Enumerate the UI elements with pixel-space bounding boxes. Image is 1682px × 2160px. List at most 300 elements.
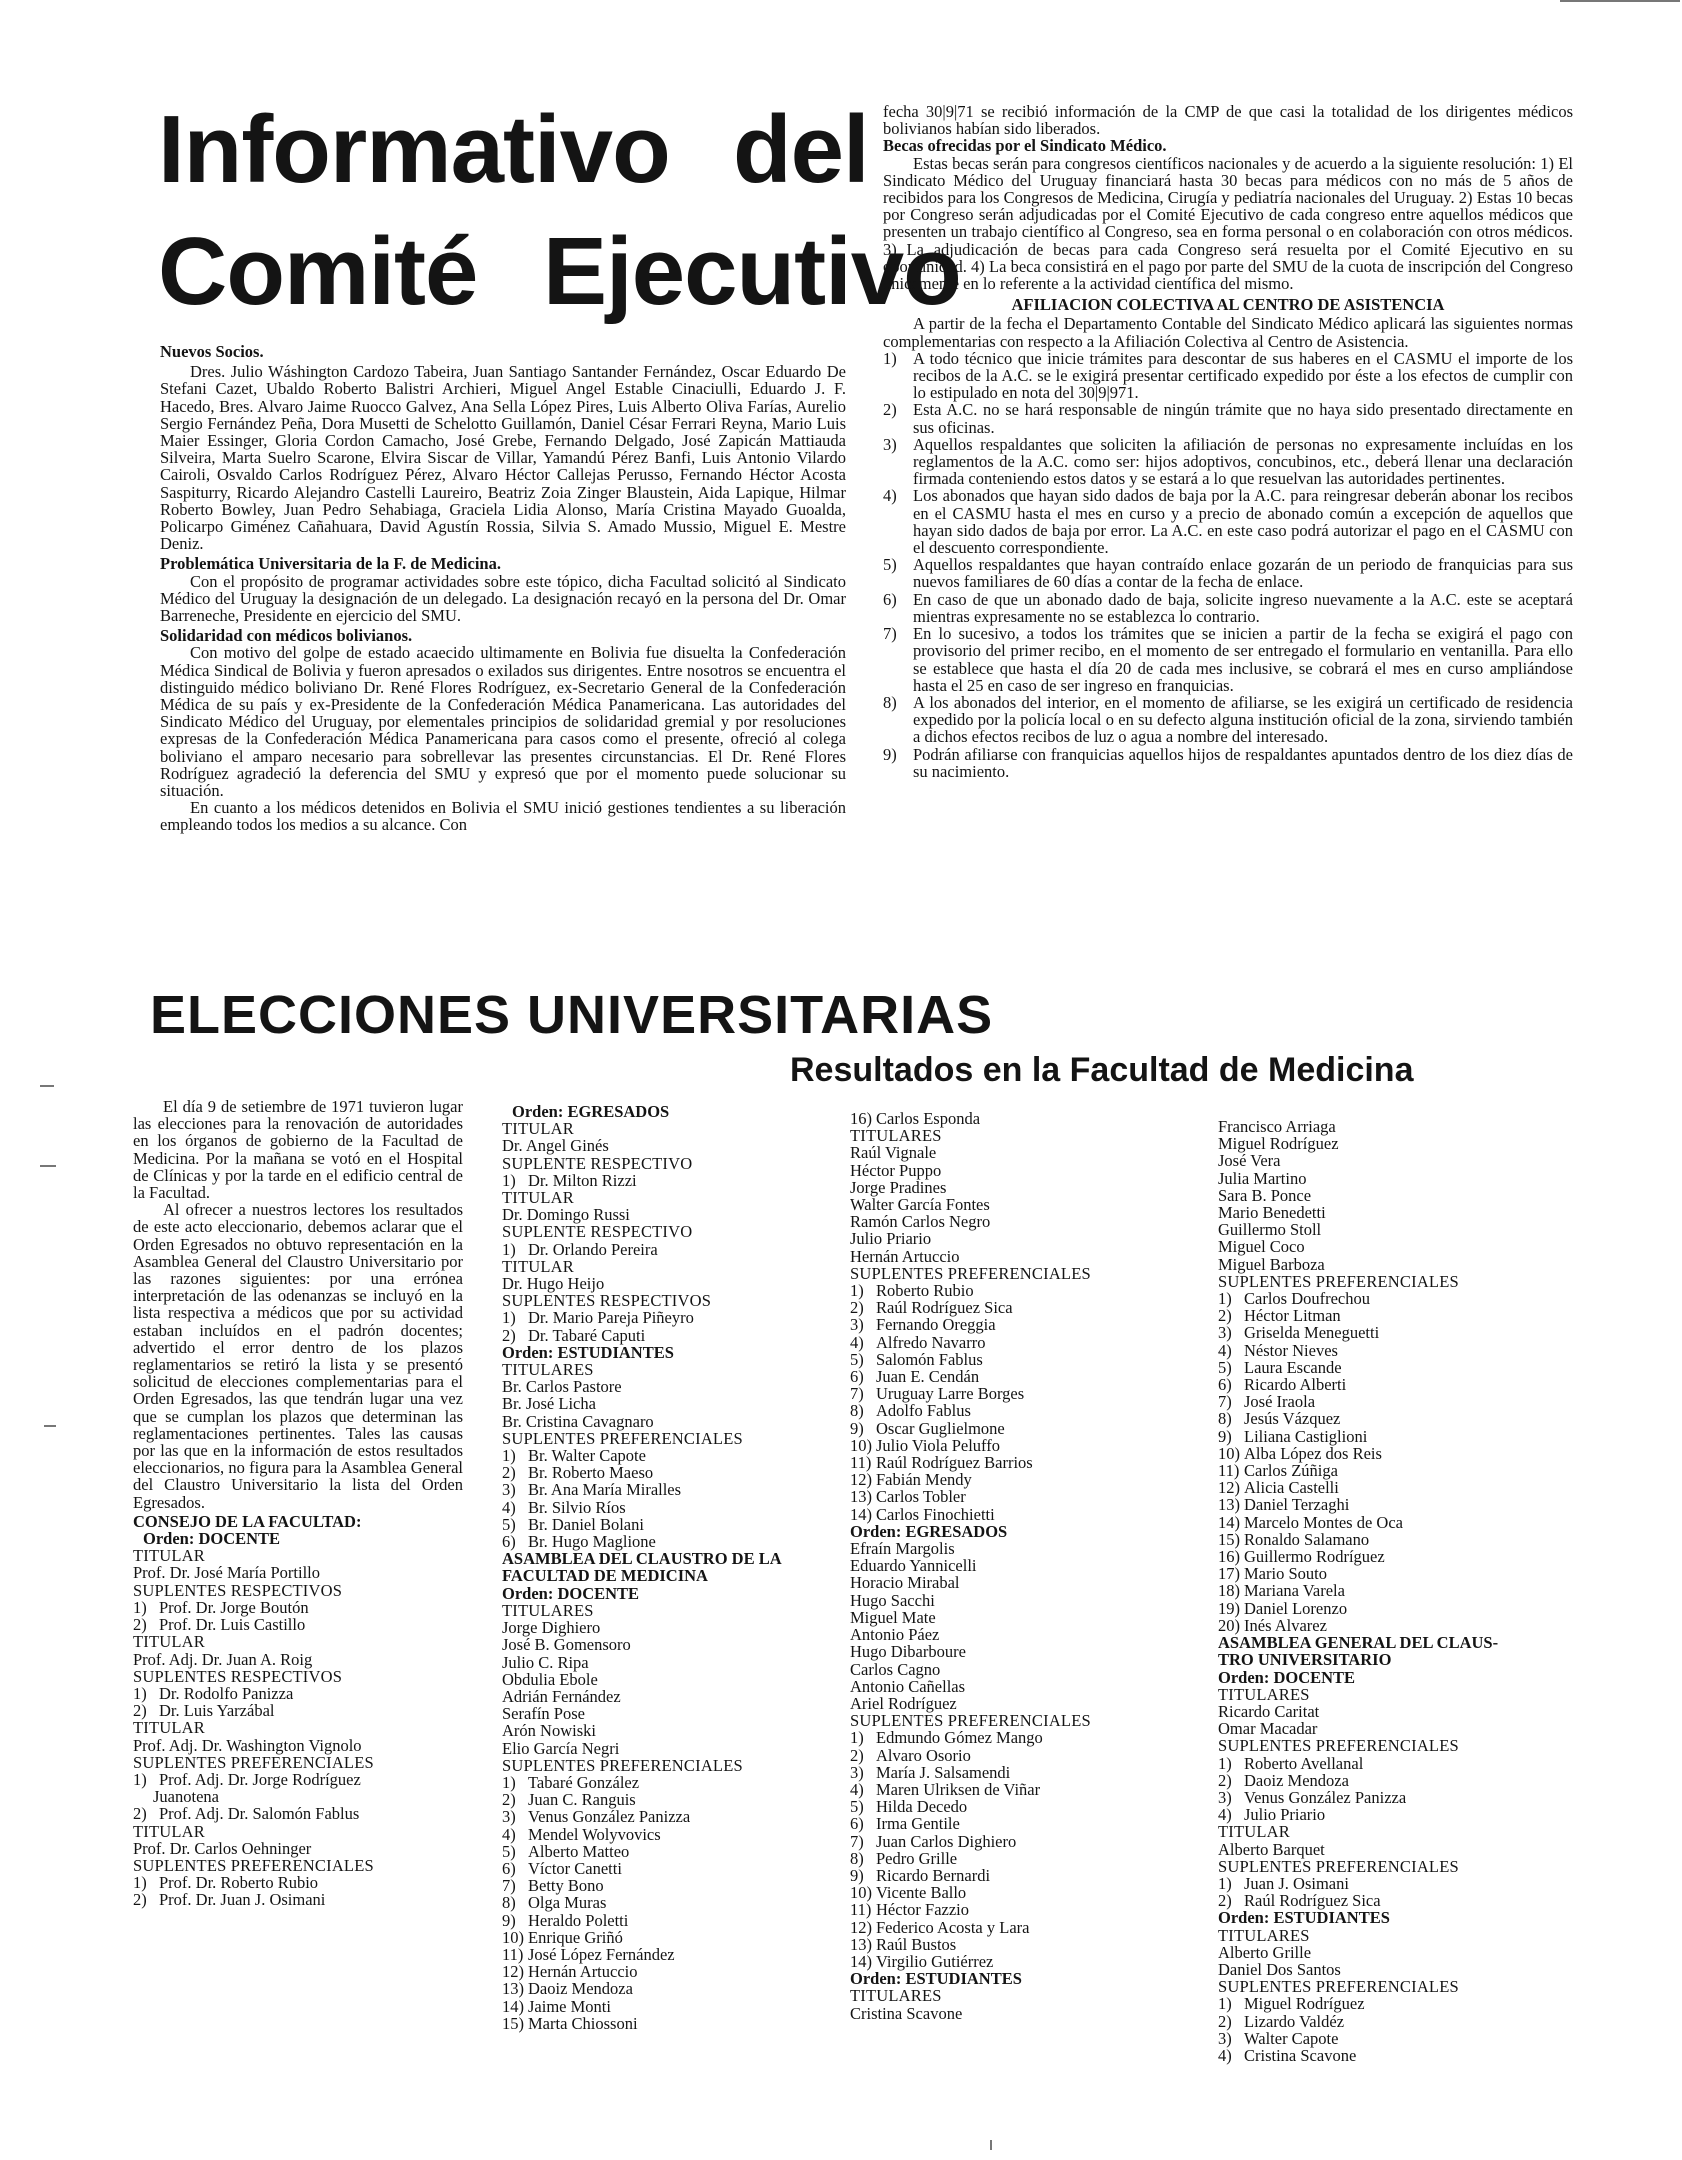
list-item bbox=[850, 1626, 1190, 1643]
list-heading bbox=[502, 1567, 842, 1584]
list-item-text: TITULAR bbox=[133, 1821, 205, 1841]
list-item-text: Guillermo Rodríguez bbox=[1244, 1547, 1385, 1567]
list-heading bbox=[133, 1513, 463, 1530]
list-item-text: Antonio Páez bbox=[850, 1625, 940, 1645]
list-item-number: 3) bbox=[1218, 1323, 1232, 1343]
list-item-number: 16) bbox=[1218, 1547, 1240, 1567]
afiliacion-item bbox=[883, 625, 1573, 694]
list-item bbox=[502, 1172, 842, 1189]
list-item-text: Venus González Panizza bbox=[528, 1807, 691, 1827]
list-subheading bbox=[502, 1223, 842, 1240]
list-item-number: 7) bbox=[502, 1876, 516, 1896]
list-item bbox=[1218, 1118, 1578, 1135]
list-item-number: 9) bbox=[850, 1865, 864, 1885]
list-item-text: Daniel Lorenzo bbox=[1244, 1598, 1348, 1618]
list-item bbox=[133, 1685, 463, 1702]
consejo-list bbox=[133, 1513, 463, 1909]
list-item-number: 3) bbox=[1218, 2028, 1232, 2048]
list-item bbox=[850, 1643, 1190, 1660]
list-item-number: 4) bbox=[1218, 1340, 1232, 1360]
list-item-number: 6) bbox=[850, 1367, 864, 1387]
list-item-number: 12) bbox=[850, 1917, 872, 1937]
list-item bbox=[502, 1464, 842, 1481]
list-item bbox=[1218, 1617, 1578, 1634]
list-item-number: 1) bbox=[133, 1769, 147, 1789]
list-item-text: Br. Walter Capote bbox=[528, 1446, 646, 1466]
list-item-text: Juan Carlos Dighiero bbox=[876, 1831, 1017, 1851]
list-item-text: Serafín Pose bbox=[502, 1704, 585, 1724]
list-item bbox=[133, 1788, 463, 1805]
list-item bbox=[1218, 1359, 1578, 1376]
list-item-text: Elio García Negri bbox=[502, 1738, 620, 1758]
list-item-number: 1) bbox=[502, 1772, 516, 1792]
title-word-informativo: Informativo bbox=[158, 96, 670, 203]
list-item-number: 1) bbox=[850, 1281, 864, 1301]
list-item-text: ASAMBLEA GENERAL DEL CLAUS- bbox=[1218, 1633, 1499, 1653]
list-item-number: 1) bbox=[502, 1446, 516, 1466]
list-item bbox=[502, 1241, 842, 1258]
list-heading bbox=[1218, 1909, 1578, 1926]
list-item bbox=[850, 1815, 1190, 1832]
list-item bbox=[850, 1936, 1190, 1953]
list-item-number: 1) bbox=[502, 1170, 516, 1190]
list-item-number: 2) bbox=[1218, 1891, 1232, 1911]
list-item bbox=[502, 1774, 842, 1791]
list-item-text: Orden: DOCENTE bbox=[143, 1529, 281, 1549]
list-item-text: Dr. Domingo Russi bbox=[502, 1205, 630, 1225]
list-item bbox=[502, 1998, 842, 2015]
list-item bbox=[1218, 1944, 1578, 1961]
list-heading bbox=[1218, 1634, 1578, 1651]
list-subheading bbox=[502, 1155, 842, 1172]
list-item-number: 13) bbox=[850, 1487, 872, 1507]
list-item-text: TITULARES bbox=[1218, 1925, 1310, 1945]
list-item-text: Néstor Nieves bbox=[1244, 1340, 1338, 1360]
list-item bbox=[133, 1840, 463, 1857]
list-heading bbox=[850, 1523, 1190, 1540]
item-number: 7) bbox=[883, 624, 897, 644]
list-item bbox=[502, 1447, 842, 1464]
list-item bbox=[502, 1946, 842, 1963]
list-item bbox=[502, 1722, 842, 1739]
list-subheading bbox=[1218, 1823, 1578, 1840]
list-item-text: Adrián Fernández bbox=[502, 1686, 621, 1706]
scan-mark-bottom bbox=[990, 2140, 992, 2150]
list-heading bbox=[502, 1344, 842, 1361]
list-item bbox=[1218, 1376, 1578, 1393]
list-item-number: 3) bbox=[502, 1480, 516, 1500]
list-item bbox=[850, 1351, 1190, 1368]
list-item bbox=[502, 1413, 842, 1430]
list-item-text: Alicia Castelli bbox=[1244, 1478, 1339, 1498]
list-item-text: Cristina Scavone bbox=[1244, 2045, 1357, 2065]
list-item-text: Br. Cristina Cavagnaro bbox=[502, 1411, 654, 1431]
elecciones-column-4 bbox=[1218, 1118, 1578, 2064]
list-item-text: Br. Silvio Ríos bbox=[528, 1497, 626, 1517]
list-item-number: 16) bbox=[850, 1109, 872, 1128]
list-item-text: Carlos Finochietti bbox=[876, 1504, 995, 1524]
list-item-number: 9) bbox=[502, 1910, 516, 1930]
list-item bbox=[850, 1282, 1190, 1299]
list-item bbox=[1218, 1170, 1578, 1187]
title-word-comite: Comité bbox=[158, 218, 478, 325]
list-item bbox=[850, 1574, 1190, 1591]
list-item-text: Uruguay Larre Borges bbox=[876, 1384, 1025, 1404]
list-item bbox=[1218, 1600, 1578, 1617]
list-item bbox=[1218, 1892, 1578, 1909]
list-item-text: SUPLENTES RESPECTIVOS bbox=[502, 1291, 712, 1311]
list-item-number: 12) bbox=[502, 1962, 524, 1982]
item-number: 3) bbox=[883, 434, 897, 454]
list-item bbox=[850, 1248, 1190, 1265]
list-item bbox=[502, 1929, 842, 1946]
list-item-text: TITULAR bbox=[133, 1546, 205, 1566]
list-item-text: SUPLENTES PREFERENCIALES bbox=[1218, 1856, 1459, 1876]
list-item-text: Enrique Griñó bbox=[528, 1927, 623, 1947]
list-item-text: Roberto Avellanal bbox=[1244, 1753, 1364, 1773]
list-item-number: 6) bbox=[1218, 1375, 1232, 1395]
list-item-text: Alba López dos Reis bbox=[1244, 1443, 1382, 1463]
list-item-number: 10) bbox=[850, 1883, 872, 1903]
list-item bbox=[1218, 2013, 1578, 2030]
title-word-ejecutivo: Ejecutivo bbox=[543, 218, 961, 325]
list-item-text: Edmundo Gómez Mango bbox=[876, 1728, 1043, 1748]
list-item-number: 11) bbox=[850, 1900, 872, 1920]
list-item-text: Horacio Mirabal bbox=[850, 1573, 960, 1593]
list-item bbox=[133, 1737, 463, 1754]
list-heading bbox=[133, 1530, 463, 1547]
list-item bbox=[1218, 1514, 1578, 1531]
list-item bbox=[850, 1334, 1190, 1351]
list-item-text: Jorge Pradines bbox=[850, 1177, 947, 1197]
list-item-number: 1) bbox=[133, 1683, 147, 1703]
list-item bbox=[133, 1874, 463, 1891]
list-item-number: 11) bbox=[850, 1453, 872, 1473]
list-item bbox=[850, 1368, 1190, 1385]
list-item-text: TITULARES bbox=[1218, 1684, 1310, 1704]
list-item-text: Eduardo Yannicelli bbox=[850, 1556, 977, 1576]
list-item-text: Br. Roberto Maeso bbox=[528, 1463, 654, 1483]
list-item bbox=[502, 1654, 842, 1671]
list-item-text: Venus González Panizza bbox=[1244, 1787, 1407, 1807]
list-item-number: 4) bbox=[502, 1497, 516, 1517]
afiliacion-intro: A partir de la fecha el Departamento Contable del Sindicato Médico aplicará las siguientes normas complementarias con respecto a la Afiliación Colectiva al Centro de Asistencia. bbox=[883, 314, 1573, 351]
list-subheading bbox=[1218, 1273, 1578, 1290]
list-subheading bbox=[502, 1430, 842, 1447]
nuevos-socios-body: Dres. Julio Wáshington Cardozo Tabeira, Juan Santiago Santander Fernández, Oscar Eduardo De Stefani Cazet, Ubaldo Roberto Balistri Archieri, Miguel Angel Estable Cinaciulli, Eduardo J. F. Hacedo, Bres. Alvaro Jaime Ruocco Galvez, Ana Sella López Pires, Luis Alberto Oliva Farías, Aurelio Sergio Fernández Peña, Dora Musetti de Schelotto Guillamón, Daniel César Ferrari Reyna, Mario Luis Maier Essinger, Gloria Cordon Camacho, José Grebe, Fernando Delgado, José Zapicán Mattiauda Silveira, Marta Suelro Scarone, Elvira Siscar de Villar, Yamandú Pérez Banfi, Luis Antonio Vilardo Cairoli, Osvaldo Carlos Rodríguez Pérez, Alvaro Héctor Callejas Perusso, Fernando Héctor Acosta Saspiturry, Ricardo Alejandro Castelli Laureiro, Beatriz Zoia Zinger Blaustein, Aida Lapique, Hilmar Roberto Bowley, Juan Pedro Sehabiaga, Graciela Lidia Alonso, María Cristina Mayado Guoalda, Policarpo Giménez Cañahuara, David Agustín Rossia, Silvia S. Amado Mussio, Miguel E. Mestre Deniz. bbox=[160, 362, 846, 554]
list-item bbox=[502, 1826, 842, 1843]
list-item bbox=[850, 1695, 1190, 1712]
list-item bbox=[502, 1705, 842, 1722]
list-item-number: 3) bbox=[1218, 1787, 1232, 1807]
list-item-number: 9) bbox=[1218, 1426, 1232, 1446]
list-item bbox=[502, 1619, 842, 1636]
list-subheading bbox=[1218, 1858, 1578, 1875]
list-item-text: Daniel Dos Santos bbox=[1218, 1959, 1341, 1979]
item-text: Aquellos respaldantes que hayan contraído enlace gozarán de un periodo de franquicias para sus nuevos familiares de 60 días a contar de la fecha de enlace. bbox=[913, 555, 1573, 592]
list-item bbox=[502, 1980, 842, 1997]
list-item-text: Br. Ana María Miralles bbox=[528, 1480, 682, 1500]
list-item bbox=[133, 1599, 463, 1616]
list-item bbox=[1218, 1187, 1578, 1204]
item-text: A los abonados del interior, en el momento de afiliarse, se les exigirá un certificado de residencia expedido por la policía local o en su defecto alguna institución oficial de la zona, sirviendo también a dichos efectos recibos de luz o agua a nombre del interesado. bbox=[913, 692, 1573, 747]
list-item-text: José Iraola bbox=[1244, 1392, 1316, 1412]
list-item bbox=[133, 1805, 463, 1822]
list-item-text: Dr. Orlando Pereira bbox=[528, 1239, 658, 1259]
list-item-number: 3) bbox=[502, 1807, 516, 1827]
list-item-number: 15) bbox=[1218, 1529, 1240, 1549]
list-item-text: Miguel Coco bbox=[1218, 1237, 1305, 1257]
list-item-text: Omar Macadar bbox=[1218, 1719, 1318, 1739]
list-item-number: 8) bbox=[850, 1401, 864, 1421]
item-text: A todo técnico que inicie trámites para descontar de sus haberes en el CASMU el importe de los recibos de la A.C. se le exigirá presentar certificado expedido por éste a los efectos de cumplir con lo estipulado en nota del 30|9|971. bbox=[913, 348, 1573, 403]
list-item-number: 1) bbox=[850, 1728, 864, 1748]
list-item-text: Hilda Decedo bbox=[876, 1797, 968, 1817]
list-item-text: Ricardo Alberti bbox=[1244, 1375, 1347, 1395]
list-item-text: Héctor Puppo bbox=[850, 1160, 942, 1180]
list-item-number: 1) bbox=[1218, 1873, 1232, 1893]
section-heading-problematica: Problemática Universitaria de la F. de Medicina. bbox=[160, 554, 501, 574]
list-item bbox=[850, 1110, 1190, 1127]
list-item-text: Raúl Rodríguez Sica bbox=[876, 1298, 1013, 1318]
list-item-number: 6) bbox=[502, 1858, 516, 1878]
list-item bbox=[502, 1860, 842, 1877]
list-item bbox=[850, 1901, 1190, 1918]
item-text: En lo sucesivo, a todos los trámites que se inicien a partir de la fecha se exigirá el pago con provisorio del primer recibo, en el momento de ser entregado el formulario en ventanilla. Para ello se establece que hasta el día 20 de cada mes inclusive, se cobrará el mes en curso ampliándose hasta el 25 en caso de ser ingreso en franquicias. bbox=[913, 624, 1573, 695]
list-item bbox=[1218, 1806, 1578, 1823]
list-item-text: Marcelo Montes de Oca bbox=[1244, 1512, 1403, 1532]
list-item bbox=[850, 1196, 1190, 1213]
list-item-number: 20) bbox=[1218, 1615, 1240, 1635]
list-item bbox=[850, 1230, 1190, 1247]
list-item-number: 15) bbox=[502, 2013, 524, 2033]
list-item-number: 2) bbox=[133, 1804, 147, 1824]
list-item bbox=[502, 1740, 842, 1757]
list-item bbox=[1218, 1961, 1578, 1978]
list-item bbox=[850, 2005, 1190, 2022]
list-item-text: Fabián Mendy bbox=[876, 1470, 972, 1490]
list-subheading bbox=[850, 1987, 1190, 2004]
afiliacion-item bbox=[883, 401, 1573, 435]
list-item bbox=[850, 1798, 1190, 1815]
list-item bbox=[502, 1378, 842, 1395]
list-item-number: 4) bbox=[502, 1824, 516, 1844]
list-item-text: ASAMBLEA DEL CLAUSTRO DE LA bbox=[502, 1549, 782, 1569]
list-item bbox=[502, 1327, 842, 1344]
list-item-text: Fernando Oreggia bbox=[876, 1315, 996, 1335]
list-item-text: Adolfo Fablus bbox=[876, 1401, 971, 1421]
list-item bbox=[502, 1499, 842, 1516]
list-item-text: Juanotena bbox=[153, 1787, 219, 1807]
list-item bbox=[1218, 1703, 1578, 1720]
list-item bbox=[502, 1912, 842, 1929]
list-item-text: Sara B. Ponce bbox=[1218, 1185, 1312, 1205]
list-item-text: SUPLENTES PREFERENCIALES bbox=[1218, 1977, 1459, 1997]
list-item-text: TRO UNIVERSITARIO bbox=[1218, 1650, 1392, 1670]
elecciones-intro-p2: Al ofrecer a nuestros lectores los resultados de este acto eleccionario, debemos aclarar que el Orden Egresados no obtuvo representación en la Asamblea General del Claustro Universitario por las razones siguientes: por una errónea interpretación de las odenanzas se incluyó en la lista respectiva a médicos que por su actividad estaban incluídos en el padrón docentes; advertido el error dentro de los plazos reglamentarios se retiró la lista y se presentó solicitud de elecciones complementarias para el Orden Egresados, las que tendrán lugar una vez que se cumplan los plazos que determinan las reglamentaciones pertinentes. Tales las causas por las que en la información de estos resultados eleccionarios, no figura para la Asamblea General del Claustro Universitario la lista del Orden Egresados. bbox=[133, 1200, 463, 1512]
list-item-number: 12) bbox=[1218, 1478, 1240, 1498]
list-item-number: 17) bbox=[1218, 1564, 1240, 1584]
list-item bbox=[1218, 2047, 1578, 2064]
list-item-number: 6) bbox=[850, 1814, 864, 1834]
afiliacion-item bbox=[883, 746, 1573, 780]
list-item-text: Dr. Tabaré Caputi bbox=[528, 1325, 646, 1345]
list-item-number: 4) bbox=[1218, 1805, 1232, 1825]
list-item-number: 1) bbox=[502, 1239, 516, 1259]
afiliacion-items bbox=[883, 350, 1573, 780]
list-item-number: 13) bbox=[1218, 1495, 1240, 1515]
list-item-number: 14) bbox=[850, 1504, 872, 1524]
list-item bbox=[1218, 1256, 1578, 1273]
list-item-text: TITULAR bbox=[502, 1119, 574, 1139]
list-item bbox=[850, 1299, 1190, 1316]
list-item-text: Ricardo Bernardi bbox=[876, 1865, 991, 1885]
list-item-text: Prof. Dr. José María Portillo bbox=[133, 1563, 320, 1583]
list-item-text: Orden: DOCENTE bbox=[502, 1583, 640, 1603]
list-item-text: Mariana Varela bbox=[1244, 1581, 1345, 1601]
list-item-number: 13) bbox=[850, 1934, 872, 1954]
list-subheading bbox=[850, 1265, 1190, 1282]
list-item-number: 7) bbox=[1218, 1392, 1232, 1412]
list-item-text: Efraín Margolis bbox=[850, 1539, 955, 1559]
list-item-text: Betty Bono bbox=[528, 1876, 604, 1896]
list-item-number: 1) bbox=[1218, 1289, 1232, 1309]
list-item-number: 1) bbox=[1218, 1994, 1232, 2014]
list-item-number: 13) bbox=[502, 1979, 524, 1999]
list-item-text: Orden: ESTUDIANTES bbox=[850, 1969, 1022, 1989]
list-item-text: Carlos Tobler bbox=[876, 1487, 966, 1507]
list-item-text: Prof. Adj. Dr. Jorge Rodríguez bbox=[159, 1769, 361, 1789]
elecciones-title: ELECCIONES UNIVERSITARIAS bbox=[150, 985, 994, 1045]
list-item bbox=[850, 1884, 1190, 1901]
list-item-number: 3) bbox=[850, 1315, 864, 1335]
list-item-text: TITULARES bbox=[502, 1600, 594, 1620]
afiliacion-item bbox=[883, 556, 1573, 590]
list-item bbox=[502, 1808, 842, 1825]
list-subheading bbox=[1218, 1978, 1578, 1995]
list-item bbox=[502, 1671, 842, 1688]
list-item-number: 19) bbox=[1218, 1598, 1240, 1618]
list-item bbox=[1218, 1462, 1578, 1479]
list-item bbox=[502, 1309, 842, 1326]
item-text: Los abonados que hayan sido dados de baja por la A.C. para reingresar deberán abonar los recibos en el CASMU hasta el mes en curso y a precio de abonado común a excepción de aquellos que hayan sido dados de baja por error. La A.C. en este caso podrá autorizar el pago en el CASMU con el descuento correspondiente. bbox=[913, 486, 1573, 558]
list-subheading bbox=[502, 1757, 842, 1774]
list-item-text: SUPLENTES PREFERENCIALES bbox=[502, 1755, 743, 1775]
list-item bbox=[850, 1471, 1190, 1488]
list-item-number: 8) bbox=[502, 1893, 516, 1913]
list-heading bbox=[502, 1550, 842, 1567]
list-item bbox=[850, 1385, 1190, 1402]
list-subheading bbox=[502, 1361, 842, 1378]
list-item-text: Julio Priario bbox=[1244, 1805, 1326, 1825]
list-item bbox=[1218, 1290, 1578, 1307]
list-item bbox=[502, 1636, 842, 1653]
list-item-text: Prof. Dr. Jorge Boutón bbox=[159, 1597, 309, 1617]
list-item bbox=[850, 1833, 1190, 1850]
section-heading-becas: Becas ofrecidas por el Sindicato Médico. bbox=[883, 136, 1167, 156]
list-item-number: 5) bbox=[502, 1841, 516, 1861]
list-item-text: Jesús Vázquez bbox=[1244, 1409, 1341, 1429]
list-item bbox=[502, 2015, 842, 2032]
list-item bbox=[850, 1437, 1190, 1454]
item-number: 4) bbox=[883, 486, 897, 506]
list-item bbox=[850, 1781, 1190, 1798]
list-item-text: Marta Chiossoni bbox=[528, 2013, 638, 2033]
list-item-number: 2) bbox=[502, 1463, 516, 1483]
list-item-text: Orden: DOCENTE bbox=[1218, 1667, 1356, 1687]
scan-mark-left-2 bbox=[40, 1165, 56, 1167]
list-item-text: Juan J. Osimani bbox=[1244, 1873, 1349, 1893]
list-subheading bbox=[133, 1668, 463, 1685]
solidaridad-body-2: En cuanto a los médicos detenidos en Bolivia el SMU inició gestiones tendientes a su liberación empleando todos los medios a su alcance. Con bbox=[160, 798, 846, 835]
item-text: En caso de que un abonado dado de baja, solicite ingreso nuevamente a la A.C. este se aceptará mientras expresamente no se establezca lo contrario. bbox=[913, 589, 1573, 626]
scan-mark-top-right bbox=[1560, 0, 1680, 2]
list-item bbox=[850, 1661, 1190, 1678]
list-subheading bbox=[1218, 1686, 1578, 1703]
list-item-text: Hernán Artuccio bbox=[850, 1246, 960, 1266]
list-item-text: Julio Viola Peluffo bbox=[876, 1435, 1000, 1455]
list-item-text: TITULAR bbox=[133, 1632, 205, 1652]
list-item bbox=[850, 1144, 1190, 1161]
list-item-text: Prof. Adj. Dr. Juan A. Roig bbox=[133, 1649, 313, 1669]
list-item bbox=[1218, 1755, 1578, 1772]
list-subheading bbox=[133, 1823, 463, 1840]
list-item-text: Carlos Doufrechou bbox=[1244, 1289, 1371, 1309]
item-number: 6) bbox=[883, 589, 897, 609]
list-item-text: Walter Capote bbox=[1244, 2028, 1339, 2048]
list-item-number: 10) bbox=[502, 1927, 524, 1947]
list-item bbox=[850, 1162, 1190, 1179]
list-item-text: Ronaldo Salamano bbox=[1244, 1529, 1370, 1549]
list-item-number: 7) bbox=[850, 1384, 864, 1404]
list-item-text: Roberto Rubio bbox=[876, 1281, 974, 1301]
list-item-text: SUPLENTE RESPECTIVO bbox=[502, 1222, 693, 1242]
list-item-number: 5) bbox=[850, 1349, 864, 1369]
list-item-text: TITULAR bbox=[502, 1188, 574, 1208]
list-item-text: Hernán Artuccio bbox=[528, 1962, 638, 1982]
list-item-text: Br. Hugo Maglione bbox=[528, 1532, 656, 1552]
list-item-text: TITULARES bbox=[502, 1360, 594, 1380]
list-item-text: Pedro Grille bbox=[876, 1848, 958, 1868]
list-item bbox=[850, 1678, 1190, 1695]
list-item-text: Federico Acosta y Lara bbox=[876, 1917, 1030, 1937]
list-item bbox=[1218, 1720, 1578, 1737]
list-item bbox=[502, 1533, 842, 1550]
list-item-text: Carlos Esponda bbox=[876, 1109, 981, 1128]
list-item-text: Obdulia Ebole bbox=[502, 1669, 598, 1689]
list-item-text: Orden: EGRESADOS bbox=[512, 1102, 670, 1121]
list-item-text: Dr. Luis Yarzábal bbox=[159, 1701, 275, 1721]
list-item-text: Prof. Dr. Luis Castillo bbox=[159, 1615, 306, 1635]
list-item-text: Héctor Fazzio bbox=[876, 1900, 969, 1920]
list-item-text: Orden: ESTUDIANTES bbox=[1218, 1908, 1390, 1928]
list-item-text: Daoiz Mendoza bbox=[1244, 1770, 1349, 1790]
list-item-text: SUPLENTES PREFERENCIALES bbox=[133, 1855, 374, 1875]
list-heading bbox=[502, 1585, 842, 1602]
list-item bbox=[502, 1791, 842, 1808]
list-heading bbox=[1218, 1669, 1578, 1686]
elecciones-column-3 bbox=[850, 1110, 1190, 2022]
list-item-number: 1) bbox=[1218, 1753, 1232, 1773]
list-item-text: Salomón Fablus bbox=[876, 1349, 983, 1369]
list-item-text: Ramón Carlos Negro bbox=[850, 1212, 991, 1232]
list-item bbox=[850, 1540, 1190, 1557]
list-item-text: Juan E. Cendán bbox=[876, 1367, 980, 1387]
list-item-number: 8) bbox=[1218, 1409, 1232, 1429]
list-item-number: 18) bbox=[1218, 1581, 1240, 1601]
elecciones-column-2 bbox=[502, 1103, 842, 2032]
list-item bbox=[1218, 1548, 1578, 1565]
